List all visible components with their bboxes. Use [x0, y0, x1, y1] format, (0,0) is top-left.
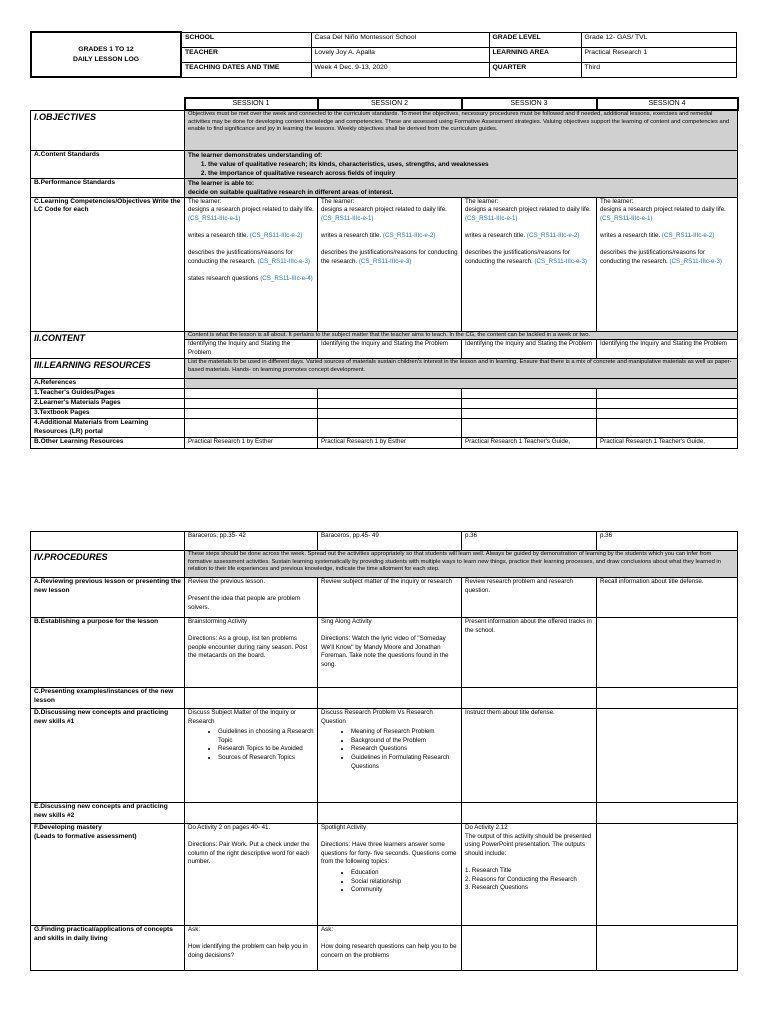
procedure-text: Review the previous lesson.	[188, 578, 266, 585]
content-description: Content is what the lesson is all about. It pertains to the subject matter that the teacher aims to teach. In the CG, the content can be tackled in a week or two.	[185, 331, 738, 340]
learner-text: The learner:	[600, 197, 634, 205]
procedure-d-label: D.Discussing new concepts and practicing new skills #1	[31, 709, 185, 803]
topic-item: • Background of the Problem	[351, 737, 458, 746]
procedure-a-session-3: Review research problem and research question.	[462, 578, 597, 618]
lc-code: (CS_RS11-IIIc-e-2)	[249, 231, 303, 239]
procedure-text: Brainstorming Activity	[188, 618, 248, 625]
competency-text: designs a research project related to daily life.	[188, 206, 314, 214]
session-1-header: SESSION 1	[185, 98, 318, 110]
references-value	[185, 379, 738, 389]
session-4-header: SESSION 4	[597, 98, 738, 110]
procedure-text: Discuss Subject Matter of the Inquiry or Research	[188, 709, 296, 725]
resources-cont-session-1: Baraceros, pp.35- 42	[185, 532, 318, 551]
competency-text: describes the justifications/reasons for conducting the research.	[465, 249, 570, 265]
lc-code: (CS_RS11-IIIc-e-2)	[526, 231, 580, 239]
procedure-g-session-1	[185, 926, 318, 971]
content-standards-value	[185, 150, 738, 178]
resources-cont-session-3: p.36	[462, 532, 597, 551]
procedures-table	[30, 531, 738, 971]
procedure-text: The output of this activity should be presented using PowerPoint presentation. The outputs should include:	[465, 832, 592, 857]
procedure-e-label: E.Discussing new concepts and practicing new skills #2	[31, 803, 185, 824]
competency-3	[600, 249, 734, 266]
procedure-a-session-1	[185, 578, 318, 618]
lesson-log-title	[31, 32, 181, 77]
content-topic-session-3: Identifying the Inquiry and Stating the Problem	[462, 340, 597, 359]
lc-code: (CS_RS11-IIIc-e-1)	[321, 214, 374, 222]
procedure-text: Directions: Pair Work. Put a check under the column of the right descriptive word for each number.	[188, 841, 310, 866]
lc-code: (CS_RS11-IIIc-e-1)	[465, 214, 518, 222]
procedure-text: How identifying the problem can help you in doing decisions?	[188, 943, 308, 959]
procedure-text: Directions: Watch the lyric video of "Someday We'll Know" by Mandy Moore and Jonathan Foreman. Take note the questions found in the song.	[321, 635, 449, 668]
objectives-heading: I.OBJECTIVES	[31, 110, 185, 150]
content-topic-session-4: Identifying the Inquiry and Stating the Problem	[597, 340, 738, 359]
competency-text: writes a research title.	[600, 231, 661, 239]
performance-standards-value	[185, 178, 738, 197]
procedure-a-label: A.Reviewing previous lesson or presenting the new lesson	[31, 578, 185, 618]
competency-text: describes the justifications/reasons for conducting the research.	[600, 249, 705, 265]
competency-4	[188, 275, 314, 284]
title-line-1: GRADES 1 TO 12	[78, 45, 134, 53]
resources-cont-session-2: Baraceros, pp.45- 49	[318, 532, 462, 551]
content-standards-list	[188, 160, 734, 178]
procedures-heading: IV.PROCEDURES	[31, 551, 185, 578]
lc-code: (CS_RS11-IIIc-e-3)	[257, 257, 310, 265]
competency-text: describes the justifications/reasons for conducting the research.	[188, 249, 293, 265]
competency-2	[321, 232, 458, 241]
procedure-text: Do Activity 2 on pages 40- 41.	[188, 824, 271, 831]
content-standard-item: 2. the importance of qualitative research across fields of inquiry	[208, 169, 734, 178]
session-2-header: SESSION 2	[318, 98, 462, 110]
additional-materials-label: 4.Additional Materials from Learning Resources (LR) portal	[31, 419, 185, 438]
lc-code: (CS_RS11-IIIc-e-1)	[188, 214, 241, 222]
competency-3	[465, 249, 593, 266]
topic-item: • Research Topics to be Avoided	[218, 745, 314, 754]
competency-text: designs a research project related to daily life.	[321, 206, 447, 214]
procedure-d-session-1	[185, 709, 318, 803]
learner-text: The learner:	[321, 197, 355, 205]
resources-cont-session-4: p.36	[597, 532, 738, 551]
competency-1	[465, 206, 593, 223]
competency-3	[188, 249, 314, 266]
procedure-f-label	[31, 824, 185, 926]
lc-code: (CS_RS11-IIIc-e-2)	[382, 231, 436, 239]
competencies-session-2	[318, 197, 462, 331]
topic-item: • Guidelines in Formulating Research Questions	[351, 754, 458, 771]
performance-standards-line-2: decide on suitable qualitative research in different areas of interest.	[188, 188, 394, 196]
other-resources-session-4: Practical Research 1 Teacher's Guide,	[597, 438, 738, 449]
competency-text: states research questions	[188, 274, 259, 282]
grade-level-label: GRADE LEVEL	[489, 32, 581, 47]
procedure-text: Ask:	[321, 926, 334, 933]
lc-code: (CS_RS11-IIIc-e-3)	[534, 257, 587, 265]
competency-1	[188, 206, 314, 223]
other-resources-session-1: Practical Research 1 by Esther	[185, 438, 318, 449]
learners-materials-label: 2.Learner's Materials Pages	[31, 399, 185, 409]
competency-text: writes a research title.	[321, 231, 382, 239]
learning-area-label: LEARNING AREA	[489, 47, 581, 62]
quarter-value: Third	[581, 62, 736, 77]
procedure-text: Spotlight Activity	[321, 824, 367, 831]
main-table	[30, 97, 739, 449]
procedure-text: Sing Along Activity	[321, 618, 372, 625]
procedure-text: Present the idea that people are problem solvers.	[188, 595, 301, 611]
learning-resources-description: List the materials to be used in different days. Varied sources of materials sustain children's interest in the lesson and in learning. Ensure that there is a mix of concrete and manipulative materials as well as paper- based materials. Hands- on learning promotes concept development.	[185, 359, 738, 379]
teacher-value: Lovely Joy A. Apalla	[311, 47, 489, 62]
competency-1	[600, 206, 734, 223]
procedure-d-session-2	[318, 709, 462, 803]
content-standard-item: 1. the value of qualitative research; its kinds, characteristics, uses, strengths, and weaknesses	[208, 160, 734, 169]
competency-text: designs a research project related to daily life.	[600, 206, 726, 214]
grade-level-value: Grade 12- GAS/ TVL	[581, 32, 736, 47]
procedure-b-session-3: Present information about the offered tracks in the school.	[462, 618, 597, 688]
dates-label: TEACHING DATES AND TIME	[181, 62, 311, 77]
textbook-pages-label: 3.Textbook Pages	[31, 409, 185, 419]
school-label: SCHOOL	[181, 32, 311, 47]
competency-text: designs a research project related to daily life.	[465, 206, 591, 214]
topic-item: • Education	[351, 869, 458, 878]
session-3-header: SESSION 3	[462, 98, 597, 110]
procedure-c-label: C.Presenting examples/instances of the new lesson	[31, 688, 185, 709]
references-label: A.References	[31, 379, 185, 389]
procedure-text: Directions: As a group, list ten problems people encounter during rainy season. Post the metacards on the board.	[188, 635, 308, 660]
other-resources-session-3: Practical Research 1 Teacher's Guide,	[462, 438, 597, 449]
content-heading: II.CONTENT	[31, 331, 185, 359]
procedure-f-session-2	[318, 824, 462, 926]
lc-code: (CS_RS11-IIIc-e-3)	[669, 257, 722, 265]
procedure-label-line: (Leads to formative assessment)	[34, 832, 137, 840]
topic-list	[188, 728, 314, 762]
topic-item: • Sources of Research Topics	[218, 754, 314, 763]
performance-standards-line-1: The learner is able to:	[188, 179, 255, 187]
procedure-f-session-1	[185, 824, 318, 926]
procedure-text: 3. Research Questions	[465, 884, 528, 892]
topic-item: • Research Questions	[351, 745, 458, 754]
competencies-session-1	[185, 197, 318, 331]
competency-2	[188, 232, 314, 241]
competencies-label: C.Learning Competencies/Objectives Write the LC Code for each	[31, 197, 185, 331]
competency-2	[600, 232, 734, 241]
procedure-text: Directions: Have three learners answer some questions for forty- five seconds. Questions come from the following topics:	[321, 841, 457, 866]
content-standards-label: A.Content Standards	[31, 150, 185, 178]
content-topic-session-1: Identifying the Inquiry and Stating the Problem	[185, 340, 318, 359]
procedure-text: How doing research questions can help you to be concern on the problems	[321, 943, 457, 959]
procedure-a-session-4: Recall information about title defense.	[597, 578, 738, 618]
procedure-g-label: G.Finding practical/applications of concepts and skills in daily living	[31, 926, 185, 971]
quarter-label: QUARTER	[489, 62, 581, 77]
competencies-session-3	[462, 197, 597, 331]
learner-text: The learner:	[188, 197, 222, 205]
topic-item: • Social relationship	[351, 878, 458, 887]
content-topic-session-2: Identifying the Inquiry and Stating the Problem	[318, 340, 462, 359]
procedure-b-session-2	[318, 618, 462, 688]
competency-2	[465, 232, 593, 241]
competencies-session-4	[597, 197, 738, 331]
learner-text: The learner:	[465, 197, 499, 205]
procedure-d-session-3: Instruct them about title defense.	[462, 709, 597, 803]
procedure-a-session-2: Review subject matter of the inquiry or research	[318, 578, 462, 618]
performance-standards-label: B.Performance Standards	[31, 178, 185, 197]
dates-value: Week 4 Dec. 9-13, 2020	[311, 62, 489, 77]
competency-1	[321, 206, 458, 223]
learning-area-value: Practical Research 1	[581, 47, 736, 62]
topic-item: • Meaning of Research Problem	[351, 728, 458, 737]
competency-text: writes a research title.	[188, 231, 249, 239]
procedure-text: Ask:	[188, 926, 201, 933]
content-standards-intro: The learner demonstrates understanding of:	[188, 151, 323, 159]
procedure-text: Discuss Research Problem Vs Research Question	[321, 709, 433, 725]
teachers-guide-label: 1.Teacher's Guides/Pages	[31, 389, 185, 399]
competency-text: describes the justifications/reasons for conducting the research.	[321, 249, 458, 265]
other-resources-label: B.Other Learning Resources	[31, 438, 185, 449]
procedure-label-line: F.Developing mastery	[34, 824, 102, 831]
procedure-b-label: B.Establishing a purpose for the lesson	[31, 618, 185, 688]
title-line-2: DAILY LESSON LOG	[72, 55, 140, 63]
procedure-text: Do Activity 2.12	[465, 824, 508, 831]
lc-code: (CS_RS11-IIIc-e-3)	[358, 257, 412, 265]
header-table	[30, 31, 737, 78]
topic-item: • Community	[351, 886, 458, 895]
lc-code: (CS_RS11-IIIc-e-1)	[600, 214, 653, 222]
lc-code: (CS_RS11-IIIc-e-2)	[661, 231, 715, 239]
objectives-description: Objectives must be met over the week and connected to the curriculum standards. To meet the objectives, necessary procedures must be followed and if needed, additional lessons, exercises and remedial activities may be done for developing content knowledge and competencies. These are assessed using Formative Assessment strategies. Valuing objectives support the learning of content and competencies and enable to find significance and joy in learning the lessons. Weekly objectives shall be derived from the curriculum guides.	[185, 110, 738, 150]
teacher-label: TEACHER	[181, 47, 311, 62]
procedures-description: These steps should be done across the week. Spread out the activities appropriately so that students will learn well. Always be guided by demonstration of learning by the students which you can infer from formative assessment activities. Sustain learning systematically by providing students with multiple ways to learn new things, practice their learning processes, and draw conclusions about what they learned in relation to their life experiences and previous knowledge, indicate the time allotment for each step.	[185, 551, 738, 578]
lc-code: (CS_RS11-IIIc-e-4)	[260, 274, 313, 282]
procedure-g-session-2	[318, 926, 462, 971]
competency-text: writes a research title.	[465, 231, 526, 239]
school-value: Casa Del Niño Montessori School	[311, 32, 489, 47]
topic-list	[321, 728, 458, 771]
other-resources-session-2: Practical Research 1 by Esther	[318, 438, 462, 449]
procedure-f-session-3	[462, 824, 597, 926]
procedure-b-session-1	[185, 618, 318, 688]
procedure-text: 1. Research Title	[465, 866, 512, 874]
procedure-text: 2. Reasons for Conducting the Research	[465, 875, 577, 883]
learning-resources-heading: III.LEARNING RESOURCES	[31, 359, 185, 379]
topic-list	[321, 869, 458, 895]
topic-item: • Guidelines in choosing a Research Topic	[218, 728, 314, 745]
competency-3	[321, 249, 458, 266]
